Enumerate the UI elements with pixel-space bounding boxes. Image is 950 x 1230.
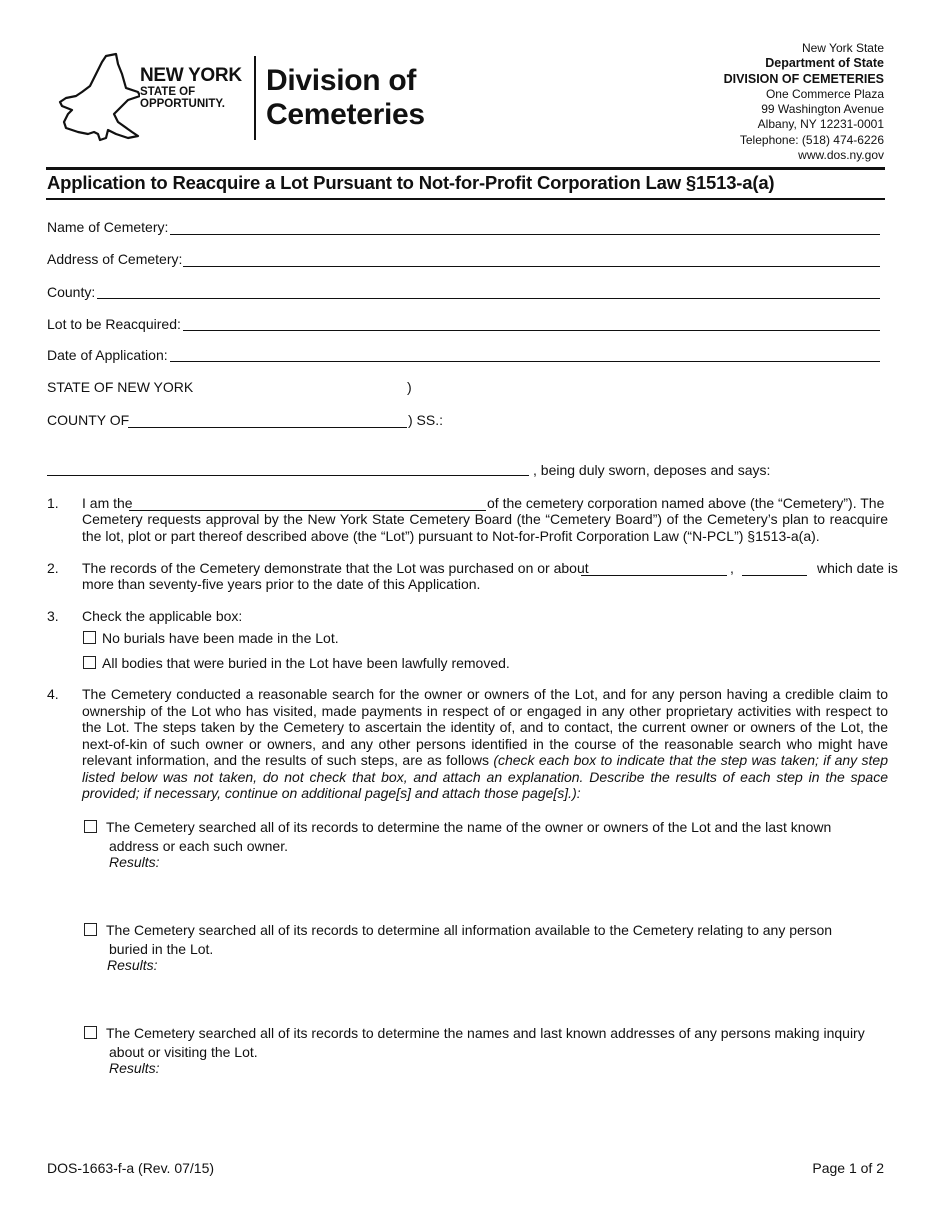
division-title bbox=[266, 64, 425, 132]
ny-line1: NEW YORK bbox=[140, 65, 242, 86]
agency-address bbox=[724, 41, 884, 163]
step-2-checkbox[interactable] bbox=[84, 923, 97, 936]
step-3-line1: The Cemetery searched all of its records to determine the names and last known addresses of any persons making inquiry bbox=[106, 1025, 865, 1041]
item-1-body: Cemetery requests approval by the New York State Cemetery Board (the “Cemetery Board”) of the Cemetery’s plan to reacquire the lot, plot or part thereof described above (the “Lot”) pursuant to Not-for-Profit Corporation Law (“N-PCL”) §1513-a(a). bbox=[82, 511, 888, 544]
page-number: Page 1 of 2 bbox=[812, 1160, 884, 1176]
step-2-line1: The Cemetery searched all of its records to determine all information available to the Cemetery relating to any person bbox=[106, 922, 833, 938]
step-3-line2: about or visiting the Lot. bbox=[109, 1044, 258, 1060]
bodies-removed-label: All bodies that were buried in the Lot have been lawfully removed. bbox=[102, 655, 510, 671]
county-field[interactable] bbox=[97, 298, 880, 299]
lot-field[interactable] bbox=[183, 330, 880, 331]
address-line2: Department of State bbox=[765, 56, 884, 71]
bodies-removed-checkbox[interactable] bbox=[83, 656, 96, 669]
item-2-number: 2. bbox=[47, 560, 59, 576]
step-3-results: Results: bbox=[109, 1060, 160, 1076]
step-2-line2: buried in the Lot. bbox=[109, 941, 214, 957]
address-line5: 99 Washington Avenue bbox=[761, 102, 884, 117]
county-label: County: bbox=[47, 284, 96, 300]
address-line7: Telephone: (518) 474-6226 bbox=[739, 132, 884, 147]
cemetery-name-field[interactable] bbox=[170, 234, 880, 235]
form-title: Application to Reacquire a Lot Pursuant to Not-for-Profit Corporation Law §1513-a(a) bbox=[47, 172, 775, 193]
item-1-number: 1. bbox=[47, 495, 59, 511]
bodies-removed-option[interactable] bbox=[83, 655, 510, 671]
ss-label: ) SS.: bbox=[408, 412, 444, 428]
step-1-line1: The Cemetery searched all of its records to determine the name of the owner or owners of the Lot and the last known bbox=[106, 819, 832, 835]
item-1-rest: of the cemetery corporation named above (the “Cemetery”). The bbox=[487, 495, 885, 511]
item-3-heading: Check the applicable box: bbox=[82, 608, 243, 624]
item-4-text: The Cemetery conducted a reasonable search for the owner or owners of the Lot, and for any person having a credible claim to ownership of the Lot who has visited, made payments in respect of or engaged in any other proprietary activities with respect to the Lot. The steps taken by the Cemetery to ascertain the identity of, and to contact, the current owner or owners of the Lot, the next-of-kin of such owner or owners, and any other persons identified in the course of the reasonable search who might have relevant information, and the results of such steps, are as follows bbox=[82, 686, 888, 768]
ny-line2: STATE OF bbox=[140, 86, 196, 98]
division-title-line1: Division of bbox=[266, 64, 417, 97]
step-3-checkbox[interactable] bbox=[84, 1026, 97, 1039]
address-line4: One Commerce Plaza bbox=[765, 86, 884, 101]
title-top-rule bbox=[46, 167, 885, 170]
date-label: Date of Application: bbox=[47, 347, 168, 363]
item-2-after: which date is bbox=[817, 560, 898, 576]
item-2-line2: more than seventy-five years prior to the date of this Application. bbox=[82, 576, 481, 592]
title-bottom-rule bbox=[46, 198, 885, 200]
date-field[interactable] bbox=[170, 361, 880, 362]
step-1-results: Results: bbox=[109, 854, 160, 870]
step-2-results: Results: bbox=[107, 957, 158, 973]
item-4-instructions: (check each box to indicate that the step was taken; if any step listed below was not taken, do not check that box, and attach an explanation. Describe the results of each step in the space provided; if necessary, continue on additional page[s] and attach those page[s].): bbox=[82, 752, 888, 801]
cemetery-name-label: Name of Cemetery: bbox=[47, 219, 169, 235]
form-id: DOS-1663-f-a (Rev. 07/15) bbox=[47, 1160, 215, 1176]
purchase-date-field[interactable] bbox=[581, 575, 727, 576]
state-paren: ) bbox=[407, 379, 412, 395]
ny-wordmark bbox=[140, 66, 242, 110]
step-1-checkbox[interactable] bbox=[84, 820, 97, 833]
sworn-text: , being duly sworn, deposes and says: bbox=[533, 462, 771, 478]
step-1-line2: address or each such owner. bbox=[109, 838, 288, 854]
address-line1: New York State bbox=[801, 41, 884, 55]
item-1-start: I am the bbox=[82, 495, 133, 511]
county-of-field[interactable] bbox=[128, 427, 407, 428]
header-logo bbox=[58, 52, 438, 144]
deponent-name-field[interactable] bbox=[47, 475, 529, 476]
item-3-number: 3. bbox=[47, 608, 59, 624]
lot-label: Lot to be Reacquired: bbox=[47, 316, 181, 332]
county-of-label: COUNTY OF bbox=[47, 412, 130, 428]
division-title-line2: Cemeteries bbox=[266, 98, 425, 131]
item-2-start: The records of the Cemetery demonstrate that the Lot was purchased on or about bbox=[82, 560, 589, 576]
no-burials-label: No burials have been made in the Lot. bbox=[102, 630, 339, 646]
new-york-state-map-icon bbox=[58, 52, 140, 142]
no-burials-checkbox[interactable] bbox=[83, 631, 96, 644]
cemetery-address-field[interactable] bbox=[183, 266, 880, 267]
address-line6: Albany, NY 12231-0001 bbox=[757, 117, 884, 132]
purchase-year-field[interactable] bbox=[742, 575, 807, 576]
cemetery-address-label: Address of Cemetery: bbox=[47, 251, 183, 267]
logo-divider bbox=[254, 56, 256, 140]
item-4-body bbox=[82, 686, 888, 802]
address-line3: DIVISION OF CEMETERIES bbox=[723, 71, 884, 86]
item-2-comma: , bbox=[730, 560, 734, 576]
address-line8: www.dos.ny.gov bbox=[798, 148, 884, 163]
no-burials-option[interactable] bbox=[83, 630, 339, 646]
state-label: STATE OF NEW YORK bbox=[47, 379, 194, 395]
ny-line3: OPPORTUNITY. bbox=[140, 97, 225, 110]
item-4-number: 4. bbox=[47, 686, 59, 702]
